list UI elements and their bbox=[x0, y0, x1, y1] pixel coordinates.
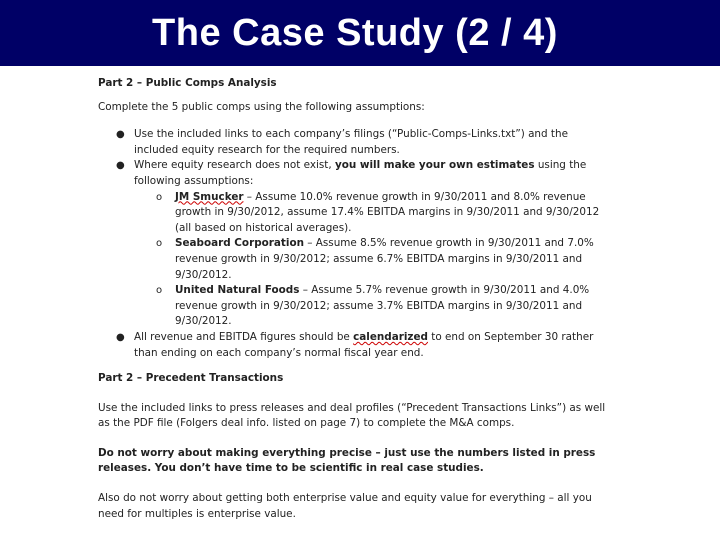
assumption-text: – Assume 8.5% revenue growth in 9/30/2011 and 7.0% revenue growth in 9/30/2012; assume 6.7% EBITDA margins in 9/30/2011 and 9/30/2012. bbox=[175, 237, 594, 281]
bullet-text: Use the included links to each company’s filings (“Public-Comps-Links.txt”) and the included equity research for the required numbers. bbox=[134, 128, 568, 156]
assumption-text: – Assume 10.0% revenue growth in 9/30/2011 and 8.0% revenue growth in 9/30/2012, assume 17.4% EBITDA margins in 9/30/2011 and 9/30/2012 (all based on historical averages). bbox=[175, 190, 600, 234]
sub-item-seaboard bbox=[134, 236, 610, 283]
sub-bullet-icon: o bbox=[156, 191, 163, 203]
slide-title: The Case Study (2 / 4) bbox=[152, 11, 558, 54]
public-comps-intro: Complete the 5 public comps using the following assumptions: bbox=[98, 100, 425, 113]
assumption-text: – Assume 5.7% revenue growth in 9/30/2011 and 4.0% revenue growth in 9/30/2012; assume 3.7% EBITDA margins in 9/30/2011 and 9/30/2012. bbox=[175, 284, 590, 328]
slide-title-bar bbox=[0, 0, 720, 66]
precision-warning: Do not worry about making everything precise – just use the numbers listed in press releases. You don’t have time to be scientific in real case studies. bbox=[98, 446, 596, 475]
bullet-text-prefix: All revenue and EBITDA figures should be bbox=[134, 330, 354, 343]
sub-bullet-icon: o bbox=[156, 285, 163, 297]
closing-note: Also do not worry about getting both enterprise value and equity value for everything – all you need for multiples is enterprise value. bbox=[98, 492, 592, 520]
section-heading-public-comps: Part 2 – Public Comps Analysis bbox=[98, 77, 277, 89]
bullet-text-prefix: Where equity research does not exist, bbox=[134, 159, 335, 172]
bullet-text-suffix: to end on September 30 rather than ending on each company’s normal fiscal year end. bbox=[134, 330, 594, 359]
bullet-icon: ● bbox=[116, 129, 125, 141]
bullet-item bbox=[98, 330, 610, 361]
bullet-icon: ● bbox=[116, 331, 125, 343]
company-name: Seaboard Corporation bbox=[175, 237, 304, 250]
sub-item-united-natural-foods bbox=[134, 283, 610, 330]
bullet-icon: ● bbox=[116, 160, 125, 172]
company-name: United Natural Foods bbox=[175, 284, 300, 297]
bullet-item bbox=[98, 158, 610, 330]
document-body bbox=[98, 76, 610, 522]
precedent-transactions-intro: Use the included links to press releases and deal profiles (“Precedent Transactions Links”) as well as the PDF file (Folgers deal info. listed on page 7) to complete the M&A comps. bbox=[98, 401, 606, 430]
sub-item-jm-smucker bbox=[134, 190, 610, 237]
section-heading-precedent-transactions: Part 2 – Precedent Transactions bbox=[98, 372, 284, 385]
sub-bullet-icon: o bbox=[156, 238, 163, 250]
company-name: JM Smucker bbox=[175, 190, 244, 203]
bullet-underlined-word: calendarized bbox=[353, 330, 428, 343]
bullet-text-suffix: using the following assumptions: bbox=[134, 159, 587, 187]
bullet-bold-phrase: you will make your own estimates bbox=[334, 159, 535, 172]
public-comps-bullet-list bbox=[98, 127, 610, 361]
bullet-item bbox=[98, 127, 610, 158]
assumption-sub-list bbox=[134, 190, 610, 330]
